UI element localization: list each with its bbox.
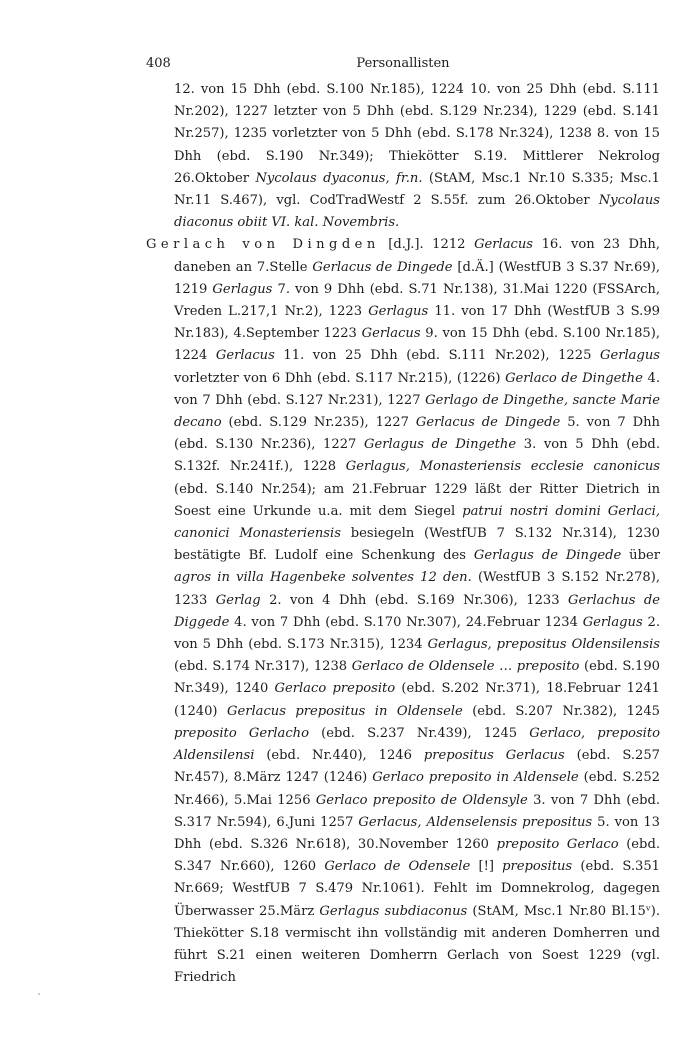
entry-continuation <box>146 79 660 234</box>
italic-quote: agros in villa Hagenbeke solventes 12 den. <box>174 570 472 586</box>
italic-quote: patrui nostri domini Gerlaci, canonici Monasteriensis <box>174 503 660 542</box>
text-segment: (ebd. Nr.440), 1246 <box>254 748 424 764</box>
text-segment: (ebd. S.347 Nr.660), 1260 <box>174 836 660 875</box>
text-segment: 5. von 7 Dhh (ebd. S.130 Nr.236), 1227 <box>174 415 660 453</box>
italic-quote: Gerlacus <box>361 326 421 342</box>
text-segment: (ebd. S.174 Nr.317), 1238 <box>174 659 352 675</box>
text-segment: besiegeln (WestfUB 7 S.132 Nr.314), 1230 bestätigte Bf. Ludolf eine Schenkung des <box>174 526 660 564</box>
italic-quote: Gerlaco, preposito Aldensilensi <box>174 725 660 764</box>
text-segment: (ebd. S.351 Nr.669; WestfUB 7 S.479 Nr.1061). Fehlt im Domnekrolog, dagegen Überwasser 25.März <box>174 859 660 919</box>
text-segment: 2. von 5 Dhh (ebd. S.173 Nr.315), 1234 <box>174 614 660 653</box>
italic-quote: Gerlaco de Oldensele … preposito <box>351 659 580 675</box>
text-segment: 12. von 15 Dhh (ebd. S.100 Nr.185), 1224 10. von 25 Dhh (ebd. S.111 Nr.202), 1227 letzter von 5 Dhh (ebd. S.129 Nr.234), 1229 (ebd. S.141 Nr.257), 1235 vorletzter von 5 Dhh (ebd. S.178 Nr.324), 1238 8. von 15 Dhh (ebd. S.190 Nr.349); Thiekötter S.19. Mittlerer Nekrolog 26.Oktober <box>174 82 660 186</box>
italic-quote: Gerlagus <box>582 614 643 630</box>
text-segment: (StAM, Msc.1 Nr.10 S.335; Msc.1 Nr.11 S.467), vgl. CodTradWestf 2 S.55f. zum 26.Oktober <box>174 170 661 209</box>
text-segment: 5. von 13 Dhh (ebd. S.326 Nr.618), 30.November 1260 <box>174 814 660 852</box>
text-segment: (ebd. S.257 Nr.457), 8.März 1247 (1246) <box>174 748 660 786</box>
text-segment: 2. von 4 Dhh (ebd. S.169 Nr.306), 1233 <box>260 592 569 608</box>
italic-quote: Gerlagus, prepositus Oldensilensis <box>427 637 660 653</box>
text-segment: (WestfUB 3 S.152 Nr.278), 1233 <box>174 570 661 608</box>
text-segment: 7. von 9 Dhh (ebd. S.71 Nr.138), 31.Mai 1220 (FSSArch, Vreden L.217,1 Nr.2), 1223 <box>174 281 660 320</box>
text-segment: (ebd. S.237 Nr.439), 1245 <box>308 725 530 741</box>
margin-dot <box>38 993 40 995</box>
italic-quote: prepositus <box>502 859 573 875</box>
text-segment: (ebd. S.190 Nr.349), 1240 <box>174 659 660 697</box>
text-segment: 11. von 25 Dhh (ebd. S.111 Nr.202), 1225 <box>274 348 600 364</box>
entry-paragraph <box>146 234 660 989</box>
italic-quote: Gerlacus prepositus in Oldensele <box>226 703 463 719</box>
text-segment: 3. von 7 Dhh (ebd. S.317 Nr.594), 6.Juni 1257 <box>174 792 660 830</box>
italic-quote: Gerlachus de Diggede <box>174 592 660 630</box>
italic-quote: preposito Gerlaco <box>496 836 619 852</box>
italic-quote: Nycolaus diaconus obiit VI. kal. Novembris. <box>174 193 660 231</box>
italic-quote: Gerlaco de Dingethe <box>505 370 643 386</box>
text-segment: 4. von 7 Dhh (ebd. S.127 Nr.231), 1227 <box>174 370 661 408</box>
italic-quote: preposito Gerlacho <box>174 725 309 741</box>
italic-quote: Gerlaco preposito in Aldensele <box>372 770 579 786</box>
italic-quote: Gerlacus de Dingede <box>312 259 453 275</box>
italic-quote: Gerlagus de Dingethe <box>364 437 517 453</box>
text-segment: vorletzter von 6 Dhh (ebd. S.117 Nr.215), (1226) <box>174 370 506 386</box>
text-segment: 4. von 7 Dhh (ebd. S.170 Nr.307), 24.Februar 1234 <box>229 614 583 630</box>
text-segment: (StAM, Msc.1 Nr.80 Bl.15ᵛ). Thiekötter S.18 vermischt ihn vollständig mit anderen Domherren und führt S.21 einen weiteren Domherrn Gerlach von Soest 1229 (vgl. Friedrich <box>174 903 661 986</box>
text-segment: [!] <box>470 859 503 875</box>
page-number: 408 <box>146 56 171 71</box>
running-title: Personallisten <box>356 56 450 71</box>
italic-quote: Gerlago de Dingethe, sancte Marie decano <box>174 392 660 431</box>
text-segment: über <box>621 548 660 564</box>
italic-quote: Nycolaus dyaconus, fr.n. <box>255 170 423 186</box>
italic-quote: Gerlaco preposito de Oldensyle <box>315 792 528 808</box>
italic-quote: Gerlacus, Aldenselensis prepositus <box>358 814 593 830</box>
text-segment: (ebd. S.202 Nr.371), 18.Februar 1241 (1240) <box>174 681 660 719</box>
italic-quote: Gerlagus de Dingede <box>473 548 622 564</box>
italic-quote: Gerlacus de Dingede <box>415 415 561 431</box>
italic-quote: Gerlacus <box>215 348 275 364</box>
italic-quote: Gerlagus, Monasteriensis ecclesie canonicus <box>345 459 660 475</box>
entry-lemma: Gerlach von Dingden <box>146 237 380 253</box>
text-segment: (ebd. S.252 Nr.466), 5.Mai 1256 <box>174 770 661 808</box>
body-text <box>146 79 660 989</box>
text-segment: [d.Ä.] (WestfUB 3 S.37 Nr.69), 1219 <box>174 259 660 297</box>
text-segment: 11. von 17 Dhh (WestfUB 3 S.99 Nr.183), 4.September 1223 <box>174 304 660 342</box>
italic-quote: Gerlacus <box>474 237 534 253</box>
italic-quote: Gerlagus <box>212 281 273 297</box>
italic-quote: Gerlagus <box>599 348 660 364</box>
text-segment: 16. von 23 Dhh, daneben an 7.Stelle <box>174 237 660 275</box>
text-segment: [d.J.]. 1212 <box>379 237 475 253</box>
text-segment: (ebd. S.207 Nr.382), 1245 <box>462 703 660 719</box>
text-segment: (ebd. S.140 Nr.254); am 21.Februar 1229 läßt der Ritter Dietrich in Soest eine Urkunde u.a. mit dem Siegel <box>174 481 660 519</box>
italic-quote: Gerlagus subdiaconus <box>319 903 468 919</box>
italic-quote: Gerlagus <box>368 304 429 320</box>
italic-quote: Gerlaco preposito <box>274 681 396 697</box>
text-segment: 3. von 5 Dhh (ebd. S.132f. Nr.241f.), 1228 <box>174 437 660 475</box>
text-segment: (ebd. S.129 Nr.235), 1227 <box>221 415 416 431</box>
italic-quote: Gerlaco de Odensele <box>324 859 471 875</box>
italic-quote: prepositus Gerlacus <box>423 748 565 764</box>
text-segment: 9. von 15 Dhh (ebd. S.100 Nr.185), 1224 <box>174 326 660 364</box>
italic-quote: Gerlag <box>215 592 261 608</box>
page-header <box>146 56 660 76</box>
